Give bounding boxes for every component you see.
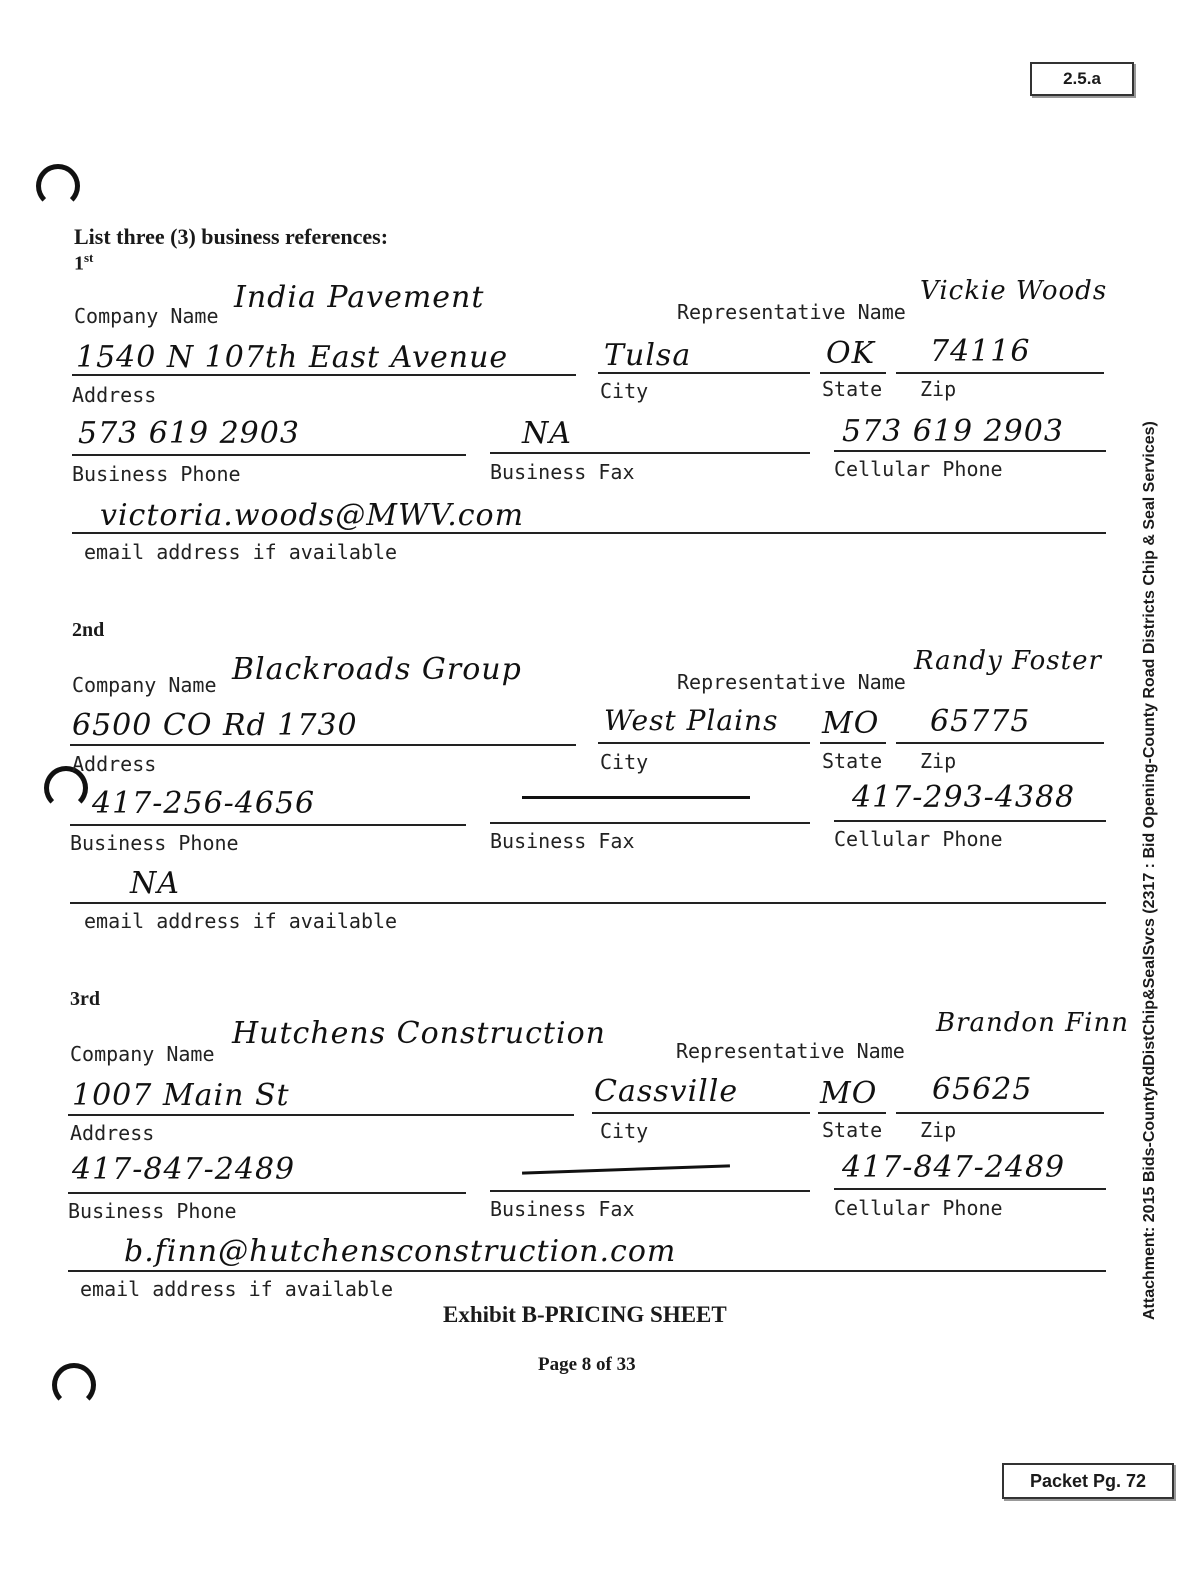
cellular-phone-line-3 <box>834 1188 1106 1190</box>
city-label-1: City <box>600 379 649 403</box>
city-line-3 <box>592 1112 810 1114</box>
email-line-2 <box>70 902 1106 904</box>
packet-page-badge <box>1002 1463 1174 1499</box>
reference-2-heading: 2nd <box>72 619 105 641</box>
representative-label-2: Representative Name <box>677 670 906 694</box>
company-value-3: Hutchens Construction <box>232 1016 606 1051</box>
address-line-3 <box>68 1114 574 1116</box>
address-line-2 <box>70 744 576 746</box>
business-fax-label-2: Business Fax <box>490 829 635 853</box>
business-fax-value-1: NA <box>522 416 572 451</box>
reference-1-heading <box>74 250 93 276</box>
cellular-phone-line-1 <box>834 450 1106 452</box>
packet-page-text: Packet Pg. 72 <box>1029 1471 1147 1491</box>
business-fax-line-2 <box>490 822 810 824</box>
company-label-1: Company Name <box>74 304 219 328</box>
address-value-2: 6500 CO Rd 1730 <box>72 708 358 743</box>
state-line-2 <box>820 742 886 744</box>
business-phone-label-1: Business Phone <box>72 462 241 486</box>
cellular-phone-value-1: 573 619 2903 <box>842 414 1064 449</box>
city-label-3: City <box>600 1119 649 1143</box>
state-value-2: MO <box>822 706 880 741</box>
cellular-phone-label-3: Cellular Phone <box>834 1196 1003 1220</box>
city-label-2: City <box>600 750 649 774</box>
email-value-1: victoria.woods@MWV.com <box>100 498 525 533</box>
reference-1-ordinal: 1 <box>74 252 84 275</box>
business-phone-label-3: Business Phone <box>68 1199 237 1223</box>
reference-3-heading: 3rd <box>70 988 100 1010</box>
zip-label-1: Zip <box>920 377 957 401</box>
business-fax-label-1: Business Fax <box>490 460 635 484</box>
address-value-1: 1540 N 107th East Avenue <box>76 340 509 375</box>
cellular-phone-value-2: 417-293-4388 <box>852 780 1076 815</box>
company-label-2: Company Name <box>72 673 217 697</box>
company-value-1: India Pavement <box>234 280 485 315</box>
address-label-3: Address <box>70 1121 155 1145</box>
header-badge <box>1030 62 1134 96</box>
state-label-3: State <box>822 1118 883 1142</box>
business-fax-line-3 <box>490 1190 810 1192</box>
email-value-3: b.finn@hutchensconstruction.com <box>124 1234 677 1269</box>
page-title-text: List three (3) business references: <box>74 224 389 249</box>
email-value-2: NA <box>130 866 180 901</box>
zip-line-1 <box>896 372 1104 374</box>
state-label-1: State <box>822 377 883 401</box>
cellular-phone-label-1: Cellular Phone <box>834 457 1003 481</box>
state-label-2: State <box>822 749 883 773</box>
state-line-3 <box>818 1112 886 1114</box>
address-line-1 <box>72 374 576 376</box>
state-value-3: MO <box>820 1076 878 1111</box>
representative-label-1: Representative Name <box>677 300 906 324</box>
business-phone-label-2: Business Phone <box>70 831 239 855</box>
cellular-phone-value-3: 417-847-2489 <box>842 1150 1066 1185</box>
punch-hole-top <box>36 164 80 208</box>
email-label-1: email address if available <box>84 540 398 564</box>
page-number: Page 8 of 33 <box>538 1354 636 1375</box>
business-phone-line-1 <box>72 454 466 456</box>
city-value-2: West Plains <box>604 704 779 737</box>
cellular-phone-label-2: Cellular Phone <box>834 827 1003 851</box>
address-label-2: Address <box>72 752 157 776</box>
city-line-1 <box>598 372 810 374</box>
city-value-3: Cassville <box>594 1074 739 1109</box>
company-label-3: Company Name <box>70 1042 215 1066</box>
zip-line-2 <box>896 742 1104 744</box>
company-value-2: Blackroads Group <box>232 652 522 687</box>
representative-value-3: Brandon Finn <box>936 1008 1129 1038</box>
address-value-3: 1007 Main St <box>72 1078 290 1113</box>
city-line-2 <box>598 742 810 744</box>
email-line-1 <box>72 532 1106 534</box>
city-value-1: Tulsa <box>604 338 692 373</box>
business-phone-value-2: 417-256-4656 <box>92 786 316 821</box>
cellular-phone-line-2 <box>834 820 1106 822</box>
business-fax-line-1 <box>490 452 810 454</box>
representative-label-3: Representative Name <box>676 1039 905 1063</box>
representative-value-2: Randy Foster <box>914 646 1102 676</box>
business-fax-dash-3 <box>522 1164 730 1174</box>
email-line-3 <box>68 1270 1106 1272</box>
representative-value-1: Vickie Woods <box>920 276 1108 306</box>
exhibit-title: Exhibit B-PRICING SHEET <box>443 1302 727 1327</box>
business-fax-dash-2 <box>522 796 750 799</box>
zip-line-3 <box>896 1112 1104 1114</box>
state-line-1 <box>820 372 886 374</box>
business-phone-value-1: 573 619 2903 <box>78 416 300 451</box>
zip-value-1: 74116 <box>930 334 1031 369</box>
state-value-1: OK <box>826 336 876 371</box>
business-phone-line-3 <box>68 1192 466 1194</box>
zip-label-3: Zip <box>920 1118 957 1142</box>
zip-value-3: 65625 <box>932 1072 1033 1107</box>
header-badge-text: 2.5.a <box>1063 69 1101 88</box>
reference-1-ordinal-suffix: st <box>84 250 94 265</box>
zip-value-2: 65775 <box>930 704 1031 739</box>
business-phone-line-2 <box>70 824 466 826</box>
business-phone-value-3: 417-847-2489 <box>72 1152 296 1187</box>
attachment-side-note: Attachment: 2015 Bids-CountyRdDistChip&SealSvcs (2317 : Bid Opening-County Road Districts Chip & Seal Services) <box>1141 421 1158 1320</box>
email-label-3: email address if available <box>80 1277 394 1301</box>
zip-label-2: Zip <box>920 749 957 773</box>
page-title <box>74 224 388 250</box>
punch-hole-bottom <box>52 1363 96 1407</box>
business-fax-label-3: Business Fax <box>490 1197 635 1221</box>
address-label-1: Address <box>72 383 157 407</box>
email-label-2: email address if available <box>84 909 398 933</box>
